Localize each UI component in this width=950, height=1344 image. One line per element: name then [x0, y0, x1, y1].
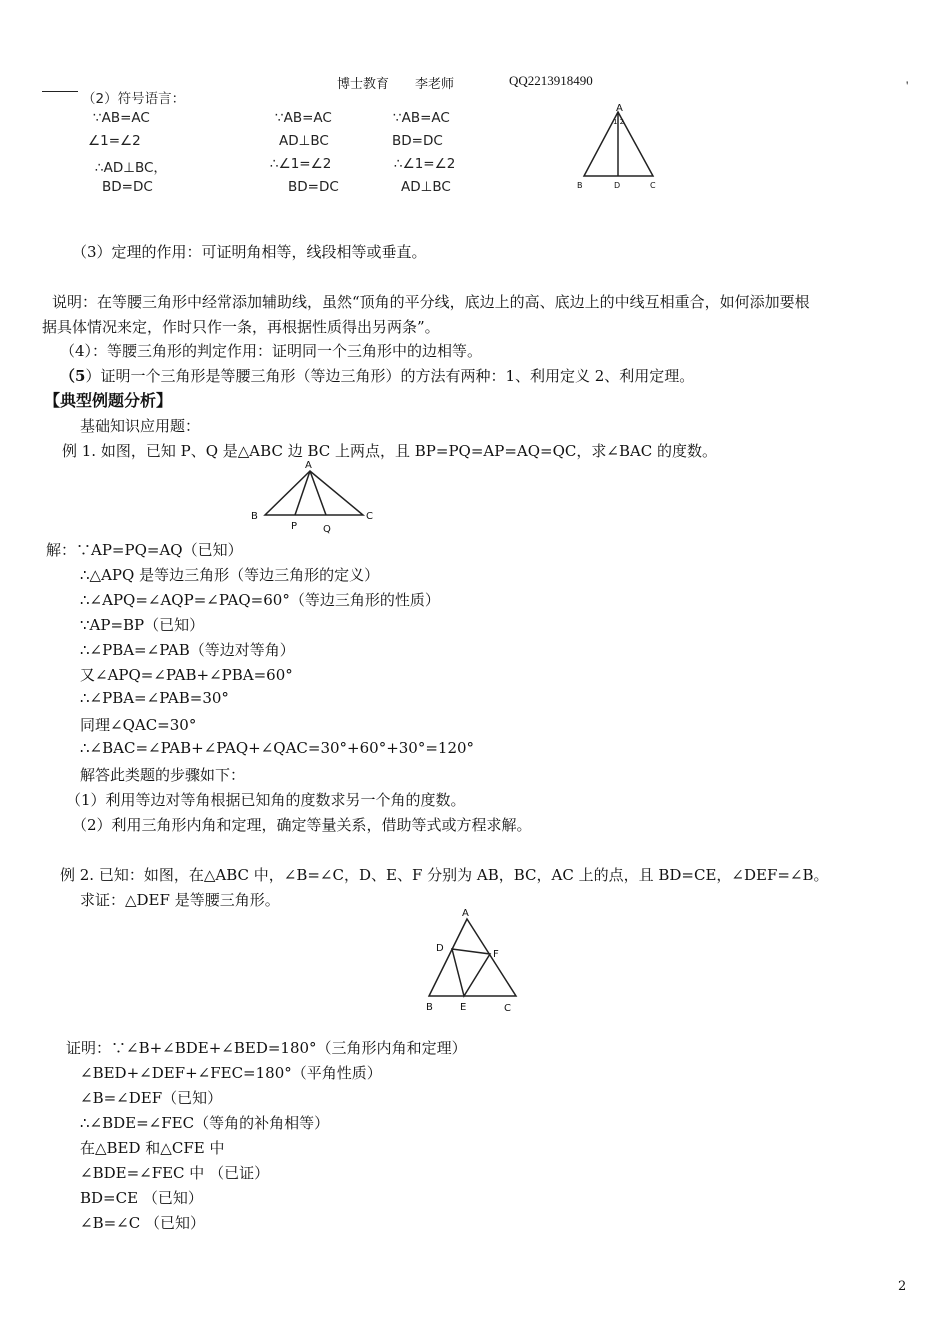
label-a-ex1: A [305, 460, 312, 471]
label-b-ex2: B [426, 1002, 433, 1013]
theory-point-5-number: （5 [60, 367, 86, 385]
ex2-proof-line4: ∴∠BDE=∠FEC（等角的补角相等） [80, 1114, 330, 1132]
symbolic-col1-line3: ∴AD⊥BC， [95, 160, 167, 176]
header-mark: ' [906, 78, 909, 93]
header-org: 博士教育 [337, 76, 390, 91]
ex1-solution-line5: ∴∠PBA=∠PAB（等边对等角） [80, 641, 295, 659]
ex1-solution-line4: ∵AP=BP（已知） [80, 616, 205, 634]
ex1-steps-intro: 解答此类题的步骤如下： [80, 766, 246, 784]
theory-point-3: （3）定理的作用：可证明角相等，线段相等或垂直。 [72, 243, 427, 261]
label-angles: 1 2 [613, 118, 625, 126]
theory-note-line1: 说明：在等腰三角形中经常添加辅助线，虽然“顶角的平分线，底边上的高、底边上的中线互相重合，如何添加要根 [52, 293, 810, 311]
triangle-abc-ex2 [429, 919, 516, 996]
symbolic-col2-line4: BD=DC [288, 179, 339, 195]
label-a-ex2: A [462, 908, 469, 919]
label-q-ex1: Q [323, 524, 331, 535]
label-e-ex2: E [460, 1002, 467, 1013]
theory-point-5 [60, 365, 694, 386]
example1-prompt: 例 1. 如图，已知 P、Q 是△ABC 边 BC 上两点，且 BP=PQ=AP=AQ=QC，求∠BAC 的度数。 [62, 442, 718, 460]
symbolic-col3-line1: ∵AB=AC [393, 110, 450, 126]
symbolic-col1-line2: ∠1=∠2 [88, 133, 141, 149]
label-f-ex2: F [493, 949, 499, 960]
ex1-solution-line3: ∴∠APQ=∠AQP=∠PAQ=60°（等边三角形的性质） [80, 591, 440, 609]
ex1-solution-line6: 又∠APQ=∠PAB+∠PBA=60° [80, 666, 293, 684]
label-c: C [650, 181, 656, 190]
symbolic-col2-line1: ∵AB=AC [275, 110, 332, 126]
section-subtitle: 基础知识应用题： [80, 417, 201, 435]
ex1-step1: （1）利用等边对等角根据已知角的度数求另一个角的度数。 [66, 791, 466, 809]
figure-isosceles-triangle [570, 102, 670, 194]
theory-point-5-text: ）证明一个三角形是等腰三角形（等边三角形）的方法有两种：1、利用定义 2、利用定理。 [85, 367, 695, 385]
symbolic-col3-line4: AD⊥BC [401, 179, 451, 195]
ex2-proof-line3: ∠B=∠DEF（已知） [80, 1089, 223, 1107]
ex1-step2: （2）利用三角形内角和定理，确定等量关系，借助等式或方程求解。 [72, 816, 532, 834]
label-d-ex2: D [436, 943, 444, 954]
symbolic-col2-line3: ∴∠1=∠2 [270, 156, 332, 172]
symbolic-col1-line1: ∵AB=AC [93, 110, 150, 126]
figure-example2 [418, 903, 528, 1015]
label-a: A [616, 103, 623, 114]
label-d: D [614, 181, 621, 190]
header-qq: QQ2213918490 [509, 73, 593, 88]
ex2-proof-line6: ∠BDE=∠FEC 中 （已证） [80, 1164, 270, 1182]
ex2-proof-line7: BD=CE （已知） [80, 1189, 203, 1207]
ex1-solution-line9: ∴∠BAC=∠PAB+∠PAQ+∠QAC=30°+60°+30°=120° [80, 739, 475, 757]
theory-point-4: （4）：等腰三角形的判定作用：证明同一个三角形中的边相等。 [60, 342, 483, 360]
triangle-def [452, 949, 490, 996]
label-p-ex1: P [291, 521, 298, 532]
theory-note-line2: 据具体情况来定，作时只作一条，再根据性质得出另两条”。 [42, 318, 440, 336]
header-rule [42, 91, 78, 92]
ex1-solution-line1: 解：∵AP=PQ=AQ（已知） [46, 541, 243, 559]
triangle-abc-ex1 [265, 471, 363, 515]
ex2-proof-line5: 在△BED 和△CFE 中 [80, 1139, 225, 1157]
header-teacher: 李老师 [415, 76, 455, 91]
ex2-proof-line8: ∠B=∠C （已知） [80, 1214, 205, 1232]
figure-example1 [245, 457, 385, 537]
symbolic-col3-line2: BD=DC [392, 133, 443, 149]
ex2-proof-line1: 证明：∵∠B+∠BDE+∠BED=180°（三角形内角和定理） [66, 1039, 467, 1057]
ex2-proof-line2: ∠BED+∠DEF+∠FEC=180°（平角性质） [80, 1064, 382, 1082]
example2-prompt: 例 2. 已知：如图，在△ABC 中，∠B=∠C，D、E、F 分别为 AB，BC，AC 上的点，且 BD=CE，∠DEF=∠B。 [60, 866, 829, 884]
example2-goal: 求证：△DEF 是等腰三角形。 [80, 891, 280, 909]
ex1-solution-line7: ∴∠PBA=∠PAB=30° [80, 689, 229, 707]
symbolic-col2-line2: AD⊥BC [279, 133, 329, 149]
page-number: 2 [898, 1279, 907, 1294]
symbolic-title: （2）符号语言： [82, 91, 186, 107]
section-title: 【典型例题分析】 [44, 391, 173, 410]
label-c-ex2: C [504, 1003, 511, 1014]
symbolic-col3-line3: ∴∠1=∠2 [394, 156, 456, 172]
ex1-solution-line8: 同理∠QAC=30° [80, 716, 197, 734]
label-c-ex1: C [366, 511, 373, 522]
label-b: B [577, 181, 583, 190]
symbolic-col1-line4: BD=DC [102, 179, 153, 195]
label-b-ex1: B [251, 511, 258, 522]
ex1-solution-line2: ∴△APQ 是等边三角形（等边三角形的定义） [80, 566, 380, 584]
